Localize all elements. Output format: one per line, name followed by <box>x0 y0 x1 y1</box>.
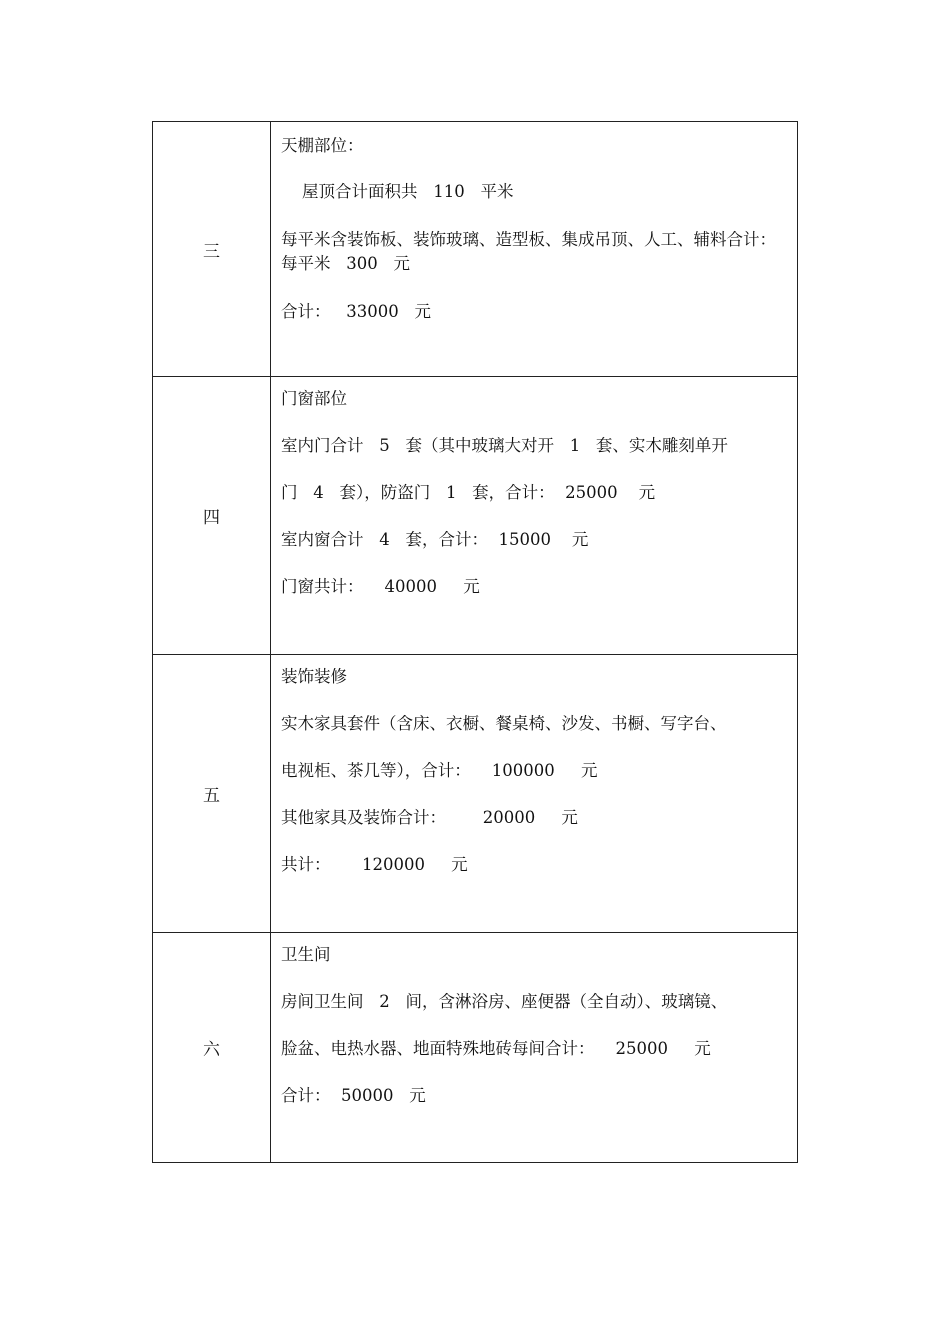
section-heading: 装饰装修 <box>281 667 347 686</box>
table-row <box>153 933 798 1163</box>
total-line: 门窗共计： 40000 元 <box>281 577 480 596</box>
decoration-cost-table <box>152 121 798 1163</box>
table-row <box>153 377 798 655</box>
total-line: 合计： 50000 元 <box>281 1086 426 1105</box>
content-line: 房间卫生间 2 间，含淋浴房、座便器（全自动）、玻璃镜、 <box>281 992 728 1011</box>
row-number: 六 <box>153 933 271 1163</box>
total-line: 共计： 120000 元 <box>281 855 468 874</box>
row-number: 三 <box>153 122 271 377</box>
table-row <box>153 655 798 933</box>
row-number: 四 <box>153 377 271 655</box>
section-heading: 卫生间 <box>281 945 331 964</box>
content-line: 门 4 套），防盗门 1 套，合计： 25000 元 <box>281 483 656 502</box>
content-line: 其他家具及装饰合计： 20000 元 <box>281 808 578 827</box>
content-line: 每平米含装饰板、装饰玻璃、造型板、集成吊顶、人工、辅料合计：每平米 300 元 <box>281 230 776 273</box>
section-heading: 门窗部位 <box>281 389 347 408</box>
row-content <box>271 655 798 933</box>
row-content <box>271 377 798 655</box>
content-line: 实木家具套件（含床、衣橱、餐桌椅、沙发、书橱、写字台、 <box>281 714 727 733</box>
row-content <box>271 122 798 377</box>
total-line: 合计： 33000 元 <box>281 302 431 321</box>
row-number: 五 <box>153 655 271 933</box>
row-content <box>271 933 798 1163</box>
content-line: 电视柜、茶几等），合计： 100000 元 <box>281 761 598 780</box>
content-line: 屋顶合计面积共 110 平米 <box>281 182 514 201</box>
content-line: 脸盆、电热水器、地面特殊地砖每间合计： 25000 元 <box>281 1039 711 1058</box>
content-line: 室内窗合计 4 套，合计： 15000 元 <box>281 530 589 549</box>
section-heading: 天棚部位： <box>281 136 364 155</box>
content-line: 室内门合计 5 套（其中玻璃大对开 1 套、实木雕刻单开 <box>281 436 728 455</box>
table-row <box>153 122 798 377</box>
